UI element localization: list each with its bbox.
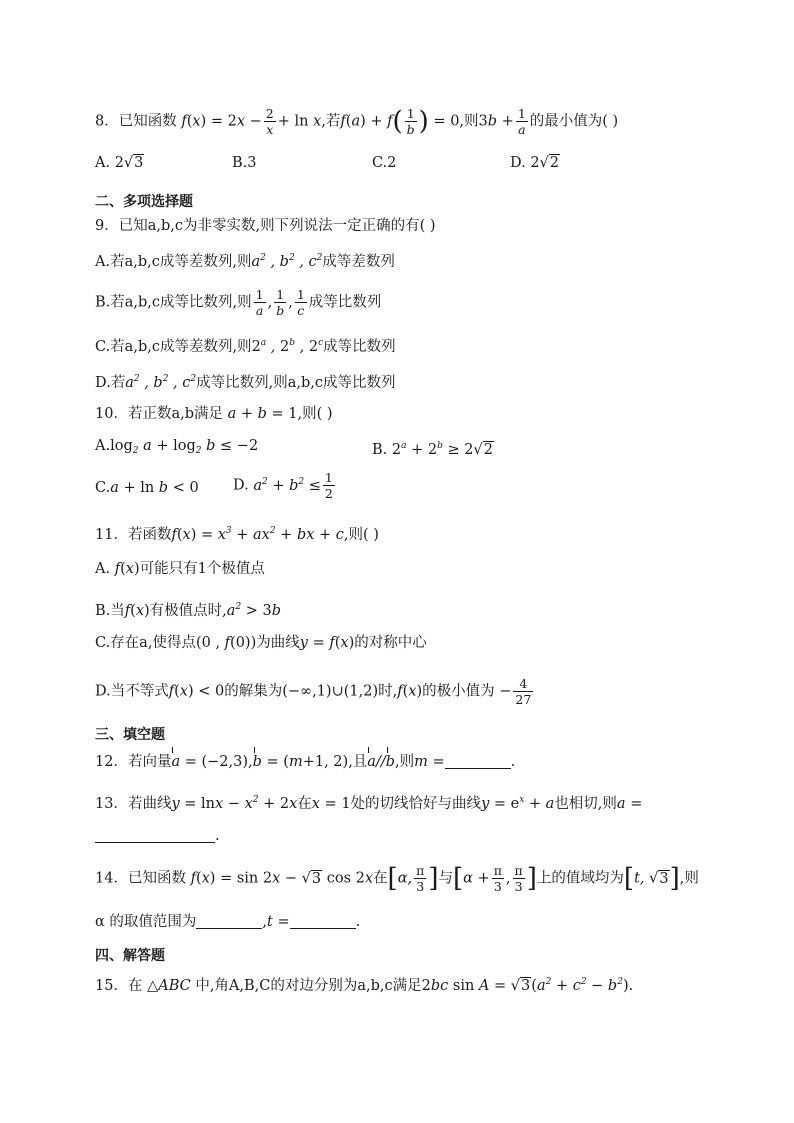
answer-blank[interactable]	[445, 768, 511, 769]
question-text: 14．已知函数	[95, 870, 186, 887]
q11-option-c: C.存在a,使得点(0 , f(0))为曲线y = f(x)的对称中心	[95, 635, 427, 651]
question-15: 15．在 △ABC 中,角A,B,C的对边分别为a,b,c满足2bc $\sin A = √3(a^2 + c^2 - b^2)$.	[95, 977, 634, 994]
q11-option-b: B.当f(x)有极值点时$,a^2 > 3b$	[95, 602, 282, 619]
q10-option-d: D. $a^2 + b^2$ ≤ $\frac{1}{2}$	[233, 470, 333, 501]
option-label: C.	[95, 480, 111, 496]
option-text: 的对称中心	[354, 635, 427, 651]
option-b: B.3	[232, 155, 257, 171]
option-label: D.	[510, 155, 526, 171]
question-8: 8．已知函数 f(x) = 2x − $\frac{2}{x}$ + ln x,若f(a) + f( $\frac{1}{b}$ ) = 0,则3b + $\frac{1}{a}$ 的最小值为( )	[95, 106, 619, 137]
option-text: A.	[95, 561, 111, 577]
question-text: 在	[373, 870, 388, 887]
option-label: D.	[233, 477, 249, 494]
question-12: 12．若向量a = (−2,3),b = (m+1, 2),且a//b,则m = .	[95, 754, 516, 770]
fraction: $\frac{1}{b}$	[406, 106, 415, 137]
fraction: $\frac{1}{a}$	[517, 106, 526, 137]
question-text: ,则	[395, 754, 415, 770]
question-text: 也相切,则	[554, 796, 617, 812]
question-text: .	[628, 978, 634, 994]
option-text: 成等比数列	[308, 294, 382, 311]
answer-blank[interactable]	[95, 842, 215, 843]
q10-option-a: $A.\log_2$ $a + \log_2 b \le -2$	[95, 438, 259, 456]
option-text: 为曲线	[256, 635, 300, 651]
q10-option-c: C.a + ln b < 0	[95, 480, 199, 496]
q9-option-c: C.若a,b,c成等差数列,则2$^a$ , 2$^b$ , 2$^c$成等比数列	[95, 338, 396, 355]
option-a: A. 2√3	[95, 155, 144, 171]
question-text: 上的值域均为	[536, 870, 624, 887]
answer-blank[interactable]	[196, 928, 262, 929]
option-text: B.当	[95, 603, 125, 619]
option-d: D. 2√2	[510, 155, 560, 171]
question-text: ,若	[321, 113, 341, 130]
option-text: 有极值点时,	[149, 603, 227, 619]
option-label: A.	[95, 438, 111, 454]
option-text: B.若a,b,c成等比数列,则	[95, 294, 252, 311]
section-heading-fill-in: 三、填空题	[95, 727, 165, 743]
question-text: ,且	[348, 754, 368, 770]
question-text: 12．若向量	[95, 754, 172, 770]
option-text: D.当不等式	[95, 683, 169, 700]
formula-condition: f(a) + f	[340, 113, 393, 130]
question-text: 在	[297, 796, 312, 812]
q9-option-d: D.若$a^2$ , $b^2$ , $c^2$成等比数列,则a,b,c成等比数列	[95, 374, 396, 391]
question-text: 13．若曲线	[95, 796, 172, 812]
option-text: 的极小值为	[422, 683, 495, 700]
question-text: ,则	[679, 870, 699, 887]
option-text: 成等比数列,则a,b,c成等比数列	[196, 375, 396, 391]
option-text: 时,	[378, 683, 398, 700]
question-text: 已知函数	[118, 113, 177, 130]
fraction: $\frac{2}{x}$	[265, 106, 274, 137]
q11-option-a: A. f(x)可能只有1个极值点	[95, 561, 265, 577]
question-text: 处的切线恰好与曲线	[350, 796, 482, 812]
question-11: 11．若函数$f(x) = x^3 + ax^2$ + bx + c,则( )	[95, 526, 379, 543]
option-label: B.	[372, 442, 388, 458]
option-label: A.	[95, 155, 111, 171]
q9-option-b: B.若a,b,c成等比数列,则 $\frac{1}{a}$ , $\frac{1}{b}$ , $\frac{1}{c}$ 成等比数列	[95, 287, 382, 318]
formula-f: f(x) = 2x −	[181, 113, 262, 130]
question-text: ,则( )	[297, 406, 333, 422]
question-text: ,	[248, 754, 253, 770]
question-text: ,	[262, 914, 268, 930]
question-13: 13．若曲线$y = \ln x - x^2 + 2x$在x = 1处的切线恰好与曲线$y = e^x + a$也相切,则a =	[95, 795, 643, 812]
q11-option-d: D.当不等式f(x) < 0的解集为(−∞,1)∪(1,2)时,f(x)的极小值为 − $\frac{4}{27}$	[95, 676, 532, 707]
q14-line2: α 的取值范围为 ,t = .	[95, 914, 361, 930]
option-text: D.若	[95, 375, 126, 391]
question-text: 11．若函数	[95, 527, 172, 543]
question-text: α 的取值范围为	[95, 914, 197, 930]
option-text: C.存在a,使得点	[95, 635, 196, 651]
option-text: 成等差数列	[322, 254, 395, 270]
question-10: 10．若正数a,b满足 a + b = 1,则( )	[95, 406, 333, 422]
option-text: 成等比数列	[323, 339, 396, 355]
option-c: C.2	[372, 155, 397, 171]
question-text: .	[510, 754, 516, 770]
q13-answer-line	[95, 826, 220, 846]
question-text: 10．若正数a,b满足	[95, 406, 223, 422]
q10-option-b: B. $2^a + 2^b \ge 2√2$	[372, 441, 493, 458]
question-text: .	[355, 914, 361, 930]
question-text: 中,角A,B,C的对边分别为a,b,c满足	[195, 978, 422, 994]
option-text: 可能只有1个极值点	[139, 561, 265, 577]
question-text: 的最小值为( )	[529, 113, 619, 130]
option-text: 的解集为	[224, 683, 283, 700]
question-9: 9．已知a,b,c为非零实数,则下列说法一定正确的有( )	[95, 218, 436, 234]
option-text: A.若a,b,c成等差数列,则	[95, 254, 252, 270]
q9-option-a: A.若a,b,c成等差数列,则$a^2$ , $b^2$ , $c^2$成等差数列	[95, 253, 395, 270]
option-text: C.若a,b,c成等差数列,则	[95, 339, 252, 355]
question-text: ,则( )	[343, 527, 379, 543]
section-heading-multiple-choice: 二、多项选择题	[95, 194, 193, 210]
question-number: 8．	[95, 113, 119, 130]
section-heading-solutions: 四、解答题	[95, 948, 165, 964]
answer-blank[interactable]	[290, 928, 356, 929]
question-text: 15．在	[95, 978, 143, 994]
question-14: 14．已知函数 f(x) = sin 2x − √3 cos 2x在[α, $\frac{\pi}{3}$ ]与[α + $\frac{\pi}{3}$ , $\frac{\pi}{3}$ ]上的值域均为[t, √3],则	[95, 863, 699, 894]
question-text: ,则	[459, 113, 479, 130]
question-text: .	[215, 828, 220, 844]
question-text: 与	[438, 870, 453, 887]
